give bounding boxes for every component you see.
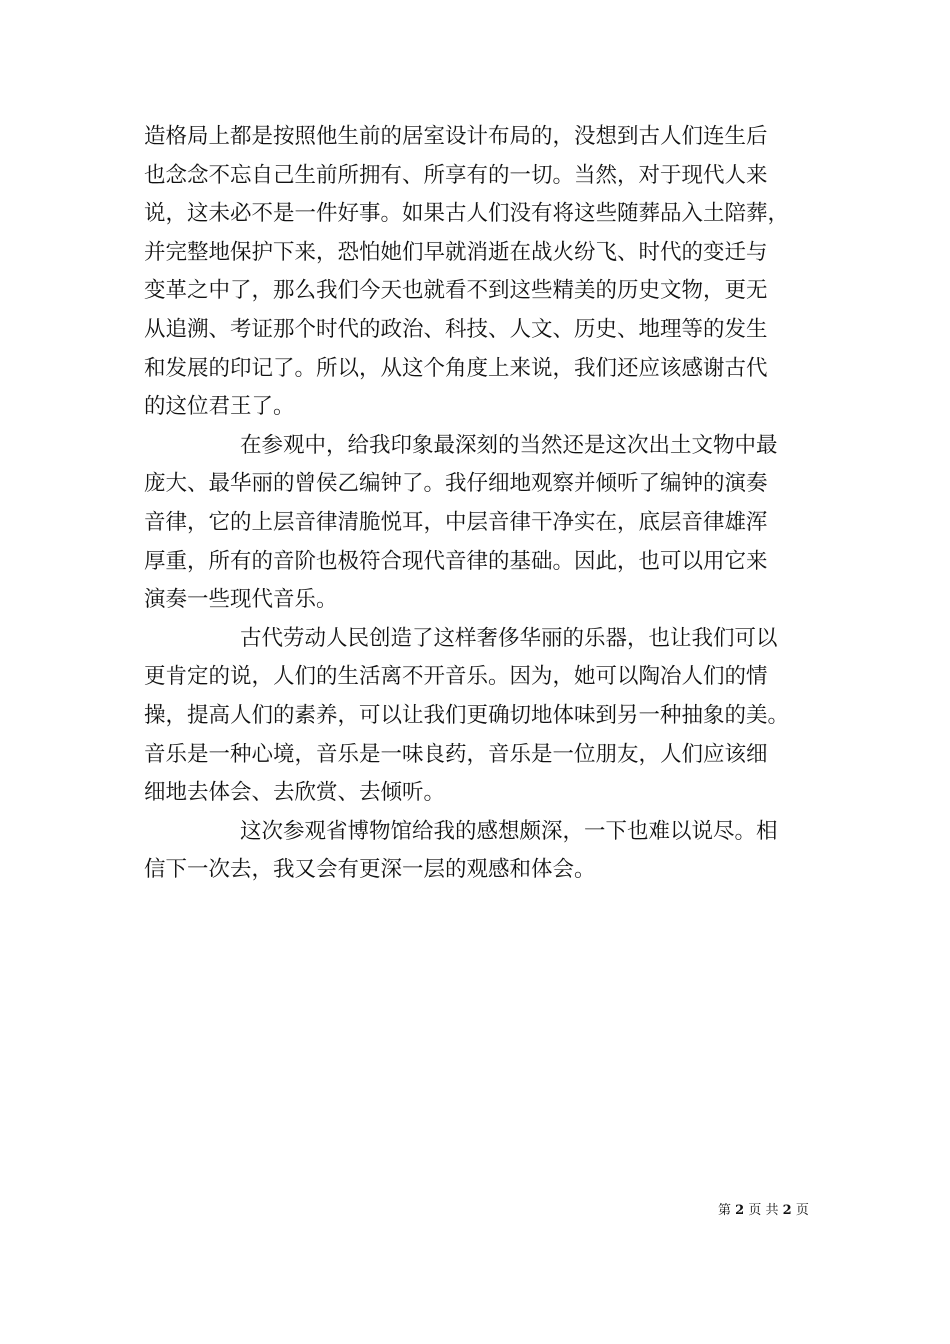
text-line: 演奏一些现代音乐。 xyxy=(144,587,338,613)
text-line: 和发展的印记了。所以，从这个角度上来说，我们还应该感谢古代 xyxy=(144,355,768,381)
current-page-number: 2 xyxy=(735,1203,745,1218)
text-line: 细地去体会、去欣赏、去倾听。 xyxy=(144,780,446,806)
text-line: 并完整地保护下来，恐怕她们早就消逝在战火纷飞、时代的变迁与 xyxy=(144,239,768,265)
paragraph-first-line: 在参观中，给我印象最深刻的当然还是这次出土文物中最 xyxy=(240,432,778,458)
text-line: 也念念不忘自己生前所拥有、所享有的一切。当然，对于现代人来 xyxy=(144,162,768,188)
footer-middle: 页 共 xyxy=(748,1203,779,1218)
text-line: 更肯定的说，人们的生活离不开音乐。因为，她可以陶冶人们的情 xyxy=(144,664,768,690)
footer-suffix: 页 xyxy=(795,1203,809,1218)
text-line: 庞大、最华丽的曾侯乙编钟了。我仔细地观察并倾听了编钟的演奏 xyxy=(144,471,768,497)
text-line: 音律，它的上层音律清脆悦耳，中层音律干净实在，底层音律雄浑 xyxy=(144,509,768,535)
paragraph-first-line: 这次参观省博物馆给我的感想颇深，一下也难以说尽。相 xyxy=(240,818,778,844)
text-line: 音乐是一种心境，音乐是一味良药，音乐是一位朋友，人们应该细 xyxy=(144,741,768,767)
text-line: 从追溯、考证那个时代的政治、科技、人文、历史、地理等的发生 xyxy=(144,316,768,342)
text-line: 信下一次去，我又会有更深一层的观感和体会。 xyxy=(144,857,596,883)
text-line: 变革之中了，那么我们今天也就看不到这些精美的历史文物，更无 xyxy=(144,278,768,304)
text-line: 的这位君王了。 xyxy=(144,394,295,420)
text-line: 厚重，所有的音阶也极符合现代音律的基础。因此，也可以用它来 xyxy=(144,548,768,574)
paragraph-first-line: 古代劳动人民创造了这样奢侈华丽的乐器，也让我们可以 xyxy=(240,625,778,651)
text-line: 造格局上都是按照他生前的居室设计布局的，没想到古人们连生后 xyxy=(144,124,768,149)
document-body xyxy=(144,118,814,890)
text-line: 说，这未必不是一件好事。如果古人们没有将这些随葬品入土陪葬， xyxy=(144,201,790,227)
page-number-footer xyxy=(718,1202,809,1220)
text-line: 操，提高人们的素养，可以让我们更确切地体味到另一种抽象的美。 xyxy=(144,702,790,728)
total-page-number: 2 xyxy=(782,1203,792,1218)
footer-prefix: 第 xyxy=(718,1203,732,1218)
